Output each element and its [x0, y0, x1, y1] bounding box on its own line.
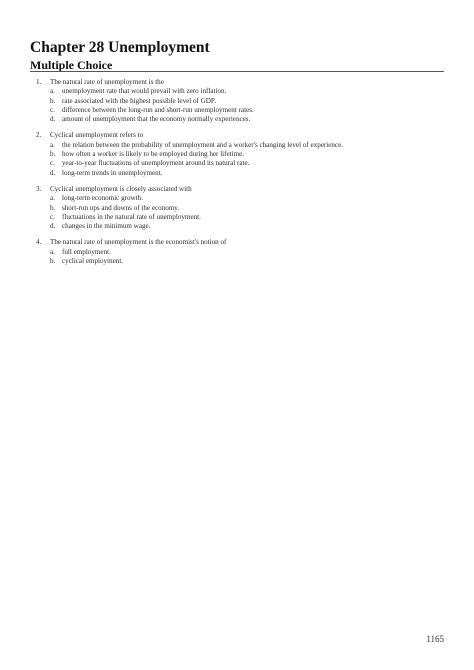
option-text: rate associated with the highest possible level of GDP.	[62, 96, 216, 105]
answer-option	[0, 150, 474, 159]
option-text: changes in the minimum wage.	[62, 222, 151, 231]
option-letter: a.	[50, 140, 55, 149]
question-stem	[0, 78, 474, 87]
option-letter: c.	[50, 212, 55, 221]
question-number: 4.	[36, 238, 42, 247]
option-letter: b.	[50, 203, 56, 212]
option-text: cyclical employment.	[62, 257, 124, 266]
option-text: fluctuations in the natural rate of unemployment.	[62, 212, 201, 221]
question-2	[0, 131, 474, 177]
answer-option	[0, 257, 474, 266]
option-letter: a.	[50, 247, 55, 256]
question-stem	[0, 238, 474, 247]
question-list	[0, 78, 474, 273]
answer-option	[0, 87, 474, 96]
option-text: long-term trends in unemployment.	[62, 168, 163, 177]
answer-option	[0, 141, 474, 150]
option-text: long-term economic growth.	[62, 194, 143, 203]
option-text: unemployment rate that would prevail with zero inflation.	[62, 87, 227, 96]
answer-option	[0, 169, 474, 178]
answer-option	[0, 106, 474, 115]
option-text: the relation between the probability of unemployment and a worker's changing level of experience.	[62, 140, 343, 149]
option-letter: d.	[50, 115, 56, 124]
section-heading: Multiple Choice	[30, 58, 113, 72]
option-letter: c.	[50, 105, 55, 114]
answer-option	[0, 222, 474, 231]
option-letter: d.	[50, 168, 56, 177]
option-letter: d.	[50, 222, 56, 231]
question-stem	[0, 131, 474, 140]
option-text: amount of unemployment that the economy normally experiences.	[62, 115, 251, 124]
option-letter: b.	[50, 96, 56, 105]
question-text: Cyclical unemployment is closely associated with	[50, 184, 192, 193]
answer-option	[0, 159, 474, 168]
question-number: 2.	[36, 131, 42, 140]
option-letter: a.	[50, 194, 55, 203]
question-3	[0, 185, 474, 231]
answer-option	[0, 204, 474, 213]
question-1	[0, 78, 474, 124]
chapter-title: Chapter 28 Unemployment	[30, 39, 210, 56]
question-4	[0, 238, 474, 266]
option-letter: a.	[50, 87, 55, 96]
option-letter: b.	[50, 257, 56, 266]
question-number: 3.	[36, 184, 42, 193]
question-text: The natural rate of unemployment is the	[50, 78, 164, 86]
option-text: difference between the long-run and short-run unemployment rates.	[62, 105, 254, 114]
answer-option	[0, 248, 474, 257]
question-text: Cyclical unemployment refers to	[50, 131, 144, 140]
answer-option	[0, 194, 474, 203]
question-text: The natural rate of unemployment is the economist's notion of	[50, 238, 227, 247]
option-letter: b.	[50, 150, 56, 159]
heading-divider	[30, 71, 444, 72]
answer-option	[0, 213, 474, 222]
question-number: 1.	[36, 78, 42, 86]
option-text: full employment.	[62, 247, 111, 256]
question-stem	[0, 185, 474, 194]
option-text: short-run ups and downs of the economy.	[62, 203, 180, 212]
answer-option	[0, 97, 474, 106]
answer-option	[0, 115, 474, 124]
option-text: year-to-year fluctuations of unemployment around its natural rate.	[62, 159, 250, 168]
page-number: 1165	[426, 634, 444, 644]
option-letter: c.	[50, 159, 55, 168]
option-text: how often a worker is likely to be employed during her lifetime.	[62, 150, 245, 159]
